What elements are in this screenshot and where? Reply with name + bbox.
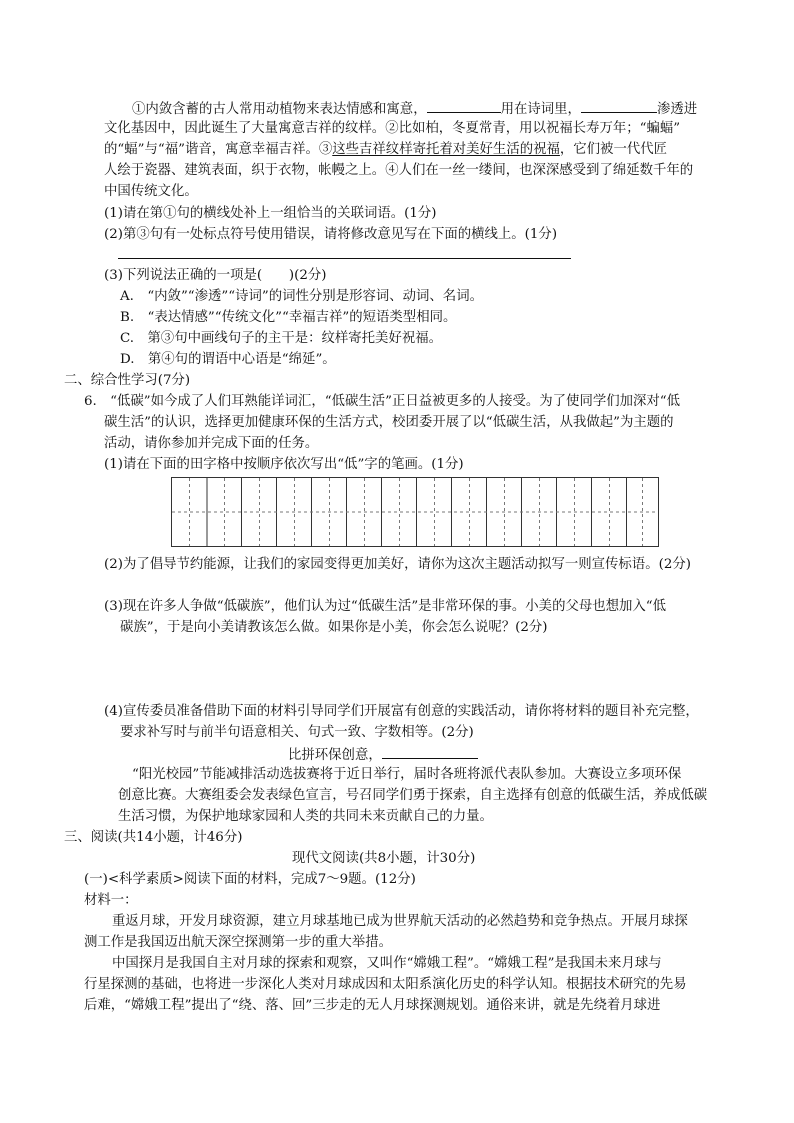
reading-line: 中国探月是我国自主对月球的探索和观察，又叫作“嫦娥工程”。“嫦娥工程”是我国未来月球与	[112, 956, 662, 971]
passage-text: 的“蝠”与“福”谐音，寓意幸福吉祥。③	[104, 142, 333, 157]
answer-line[interactable]	[118, 258, 571, 259]
material-label: 材料一：	[84, 893, 138, 908]
material-line-1: “阳光校园”节能减排活动选拔赛将于近日举行，届时各班将派代表队参加。大赛设立多项环保	[132, 767, 682, 782]
passage-text: 用在诗词里，	[500, 102, 581, 117]
grid-lines	[172, 478, 658, 546]
q6-sub-2: (2)为了倡导节约能源，让我们的家园变得更加美好，请你为这次主题活动拟写一则宣传标语。(2分)	[104, 557, 691, 572]
option-b: B. “表达情感”“传统文化”“幸福吉祥”的短语类型相同。	[120, 310, 457, 325]
question-2: (2)第③句有一处标点符号使用错误，请将修改意见写在下面的横线上。(1分)	[104, 227, 558, 242]
option-c: C. 第③句中画线句子的主干是：纹样寄托美好祝福。	[120, 331, 443, 346]
question-1: (1)请在第①句的横线处补上一组恰当的关联词语。(1分)	[104, 206, 437, 221]
sub-section-title: 现代文阅读(共8小题，计30分)	[292, 851, 476, 866]
passage-line-2: 文化基因中，因此诞生了大量寓意吉祥的纹样。②比如柏，冬夏常青，用以祝福长寿万年；“蝙蝠”	[104, 121, 681, 136]
passage-text: ①内敛含蓄的古人常用动植物来表达情感和寓意，	[132, 102, 427, 117]
title-blank[interactable]	[382, 744, 478, 759]
q6-line-2: 碳生活”的认识，选择更加健康环保的生活方式，校团委开展了以“低碳生活，从我做起”为主题的	[104, 415, 674, 430]
q6-line-1: 6. “低碳”如今成了人们耳熟能详词汇，“低碳生活”正日益被更多的人接受。为了使同学们加深对“低	[84, 394, 681, 409]
option-d: D. 第④句的谓语中心语是“绵延”。	[120, 352, 336, 367]
answer-blank[interactable]	[427, 98, 501, 113]
section-heading: 二、综合性学习(7分)	[64, 373, 191, 388]
part-heading: (一)<科学素质>阅读下面的材料，完成7～9题。(12分)	[84, 872, 416, 887]
passage-line-1	[132, 98, 697, 120]
q6-sub-3b: 碳族”，于是向小美请教该怎么做。如果你是小美，你会怎么说呢？(2分)	[120, 620, 548, 635]
underlined-sentence: 这些吉祥纹样寄托着对美好生活的祝福	[332, 142, 560, 157]
q6-line-3: 活动，请你参加并完成下面的任务。	[104, 436, 319, 451]
material-line-2: 创意比赛。大赛组委会发表绿色宣言，号召同学们勇于探索，自主选择有创意的低碳生活，养成低碳	[118, 788, 708, 803]
title-fixed: 比拼环保创意，	[288, 748, 382, 763]
question-3: (3)下列说法正确的一项是( )(2分)	[104, 268, 327, 283]
material-title	[288, 744, 478, 766]
reading-line: 重返月球，开发月球资源，建立月球基地已成为世界航天活动的必然趋势和竞争热点。开展月球探	[112, 914, 688, 929]
q6-sub-3a: (3)现在许多人争做“低碳族”，他们认为过“低碳生活”是非常环保的事。小美的父母也想加入“低	[104, 599, 667, 614]
option-a: A. “内敛”“渗透”“诗词”的词性分别是形容词、动词、名词。	[120, 289, 483, 304]
answer-blank[interactable]	[581, 98, 657, 113]
passage-line-5: 中国传统文化。	[104, 184, 198, 199]
material-line-3: 生活习惯，为保护地球家园和人类的共同未来贡献自己的力量。	[118, 809, 493, 824]
writing-grid[interactable]	[171, 477, 659, 547]
section-heading: 三、阅读(共14小题，计46分)	[64, 830, 243, 845]
reading-line: 行星探测的基础，也将进一步深化人类对月球成因和太阳系演化历史的科学认知。根据技术研究的先易	[84, 977, 687, 992]
passage-line-4: 人绘于瓷器、建筑表面，织于衣物，帐幔之上。④人们在一丝一缕间，也深深感受到了绵延数千年的	[104, 163, 694, 178]
q6-sub-4b: 要求补写时与前半句语意相关、句式一致、字数相等。(2分)	[120, 725, 474, 740]
reading-line: 测工作是我国迈出航天深空探测第一步的重大举措。	[84, 935, 392, 950]
q6-sub-1: (1)请在下面的田字格中按顺序依次写出“低”字的笔画。(1分)	[104, 457, 464, 472]
passage-text: 渗透进	[656, 102, 698, 117]
passage-line-3	[104, 140, 667, 160]
passage-text: ，它们被一代代匠	[559, 142, 668, 157]
reading-line: 后难，“嫦娥工程”提出了“绕、落、回”三步走的无人月球探测规划。通俗来讲，就是先绕着月球进	[84, 998, 661, 1013]
q6-sub-4a: (4)宣传委员准备借助下面的材料引导同学们开展富有创意的实践活动，请你将材料的题目补充完整，	[104, 704, 699, 719]
